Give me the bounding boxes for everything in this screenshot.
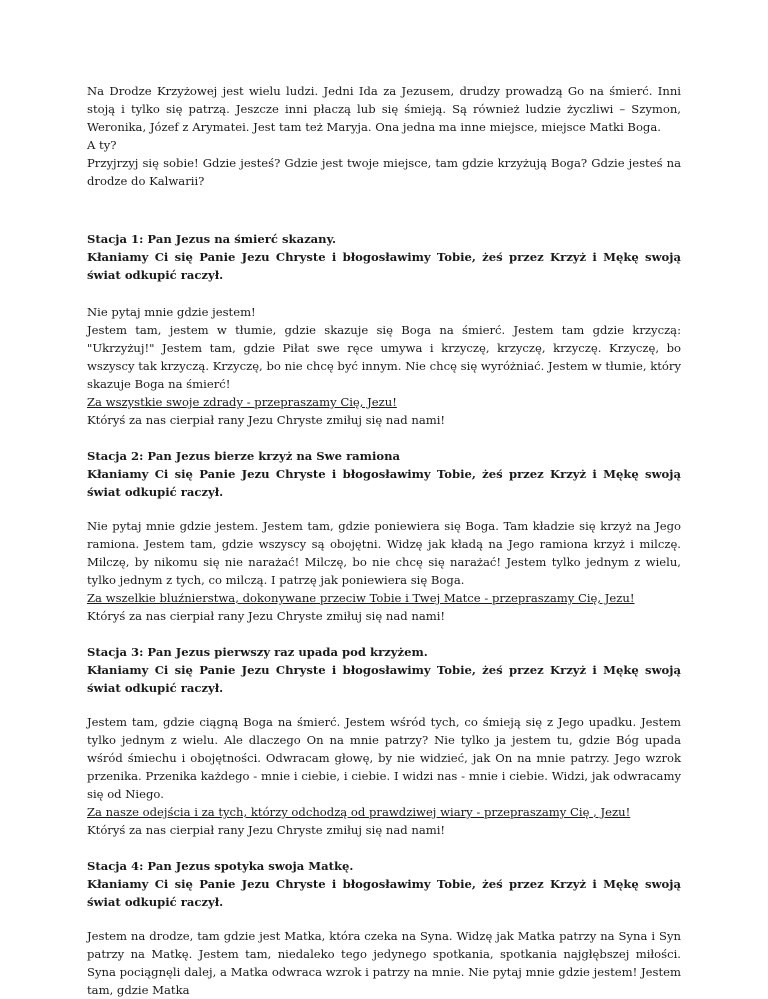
- station-4: [87, 857, 681, 999]
- station-prayer: Któryś za nas cierpiał rany Jezu Chryste zmiłuj się nad nami!: [87, 413, 446, 427]
- station-title: Stacja 1: Pan Jezus na śmierć skazany.: [87, 232, 337, 246]
- station-body: [87, 713, 681, 803]
- station-paragraph: Jestem tam, jestem w tłumie, gdzie skazuje się Boga na śmierć. Jestem tam gdzie krzyczą: "Ukrzyżuj!" Jestem tam, gdzie Piłat swe ręce umywa i krzyczę, krzyczę, krzyczę. Krzyczę, bo wszyscy tak krzyczą. Krzyczę, bo nie chcę być innym. Nie chcę się wyróżniać. Jestem w tłumie, który skazuje Boga na śmierć!: [87, 323, 681, 391]
- document-page: [87, 82, 681, 999]
- station-paragraph: Jestem tam, gdzie ciągną Boga na śmierć. Jestem wśród tych, co śmieją się z Jego upadku. Jestem tylko jednym z wielu. Ale dlaczego On na mnie patrzy? Nie tylko ja jestem tu, gdzie Bóg upada wśród śmiechu i obojętności. Odwracam głowę, by nie widzieć, jak On na mnie patrzy. Jego wzrok przenika. Przenika każdego - mnie i ciebie, i ciebie. I widzi nas - mnie i ciebie. Widzi, jak odwracamy się od Niego.: [87, 715, 681, 801]
- station-apology: Za wszelkie bluźnierstwa, dokonywane przeciw Tobie i Twej Matce - przepraszamy Cię, Jezu!: [87, 591, 635, 605]
- intro-paragraph: Przyjrzyj się sobie! Gdzie jesteś? Gdzie jest twoje miejsce, tam gdzie krzyżują Boga? Gdzie jesteś na drodze do Kalwarii?: [87, 156, 681, 188]
- station-apology: Za wszystkie swoje zdrady - przepraszamy Cię, Jezu!: [87, 395, 397, 409]
- intro-question: A ty?: [87, 138, 117, 152]
- station-body: [87, 517, 681, 589]
- station-body: [87, 927, 681, 999]
- intro-section: [87, 82, 681, 190]
- station-paragraph: Nie pytaj mnie gdzie jestem. Jestem tam, gdzie poniewiera się Boga. Tam kładzie się krzyż na Jego ramiona. Jestem tam, gdzie wszyscy są obojętni. Widzę jak kładą na Jego ramiona krzyż i milczę. Milczę, by nikomu się nie narażać! Milczę, bo nie chcę się narażać! Jestem tylko jednym z wielu, tylko jednym z tych, co milczą. I patrzę jak poniewiera się Boga.: [87, 519, 681, 587]
- station-apology: Za nasze odejścia i za tych, którzy odchodzą od prawdziwej wiary - przepraszamy Cię , Jezu!: [87, 805, 631, 819]
- station-paragraph: Nie pytaj mnie gdzie jestem!: [87, 305, 256, 319]
- station-title: Stacja 4: Pan Jezus spotyka swoja Matkę.: [87, 859, 354, 873]
- station-title: Stacja 2: Pan Jezus bierze krzyż na Swe ramiona: [87, 449, 401, 463]
- station-prayer: Któryś za nas cierpiał rany Jezu Chryste zmiłuj się nad nami!: [87, 609, 446, 623]
- intro-paragraph: Na Drodze Krzyżowej jest wielu ludzi. Jedni Ida za Jezusem, drudzy prowadzą Go na śmierć. Inni stoją i tylko się patrzą. Jeszcze inni płaczą lub się śmieją. Są również ludzie życzliwi – Szymon, Weronika, Józef z Arymatei. Jest tam też Maryja. Ona jedna ma inne miejsce, miejsce Matki Boga.: [87, 84, 681, 134]
- station-2: [87, 447, 681, 625]
- station-acclamation: Kłaniamy Ci się Panie Jezu Chryste i błogosławimy Tobie, żeś przez Krzyż i Mękę swoją świat odkupić raczył.: [87, 877, 681, 909]
- station-body: [87, 303, 681, 393]
- station-prayer: Któryś za nas cierpiał rany Jezu Chryste zmiłuj się nad nami!: [87, 823, 446, 837]
- station-1: [87, 230, 681, 429]
- station-acclamation: Kłaniamy Ci się Panie Jezu Chryste i błogosławimy Tobie, żeś przez Krzyż i Mękę swoją świat odkupić raczył.: [87, 663, 681, 695]
- station-3: [87, 643, 681, 839]
- station-title: Stacja 3: Pan Jezus pierwszy raz upada pod krzyżem.: [87, 645, 428, 659]
- station-acclamation: Kłaniamy Ci się Panie Jezu Chryste i błogosławimy Tobie, żeś przez Krzyż i Mękę swoją świat odkupić raczył.: [87, 250, 681, 282]
- station-acclamation: Kłaniamy Ci się Panie Jezu Chryste i błogosławimy Tobie, żeś przez Krzyż i Mękę swoją świat odkupić raczył.: [87, 467, 681, 499]
- station-paragraph: Jestem na drodze, tam gdzie jest Matka, która czeka na Syna. Widzę jak Matka patrzy na Syna i Syn patrzy na Matkę. Jestem tam, niedaleko tego jedynego spotkania, spotkania najgłębszej miłości. Syna pociągnęli dalej, a Matka odwraca wzrok i patrzy na mnie. Nie pytaj mnie gdzie jestem! Jestem tam, gdzie Matka: [87, 929, 681, 997]
